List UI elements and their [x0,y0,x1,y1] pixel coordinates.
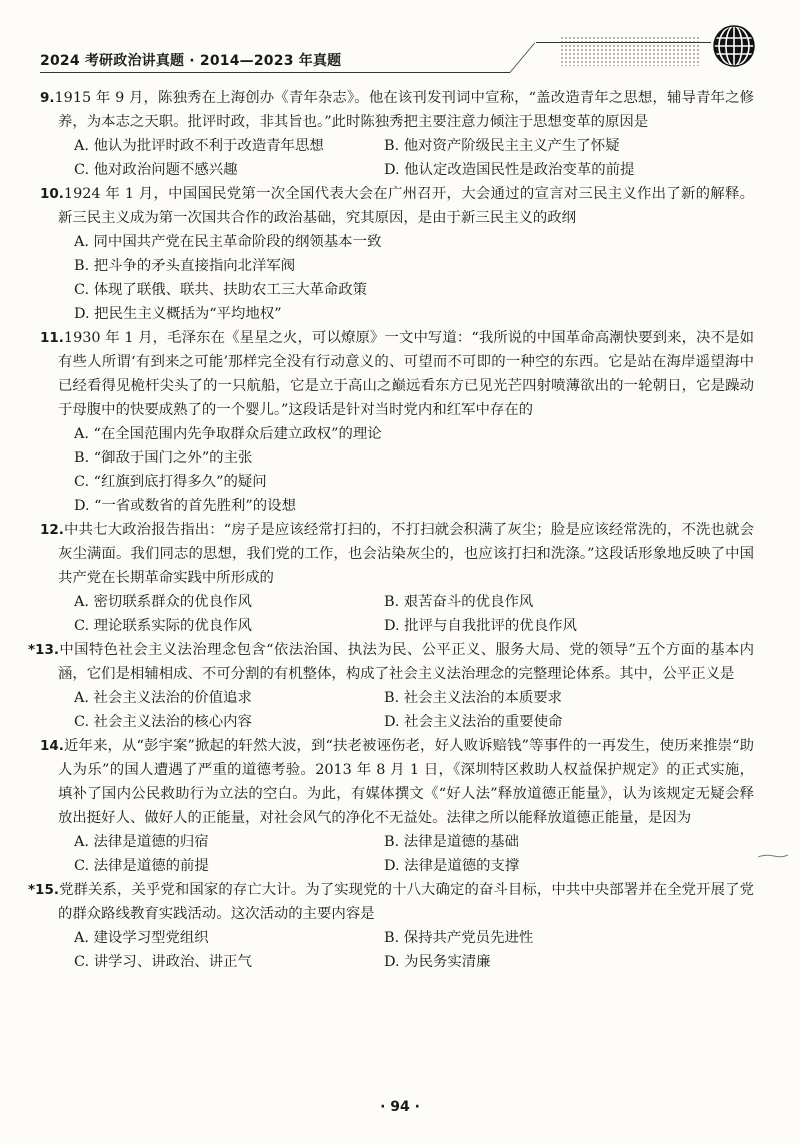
answer-options [40,134,754,182]
question-stem [28,638,754,686]
answer-option[interactable]: A. 建设学习型党组织 [74,930,209,946]
question-stem [40,326,754,422]
answer-option[interactable]: B. 社会主义法治的本质要求 [384,690,563,706]
answer-option[interactable]: B. 艰苦奋斗的优良作风 [384,594,534,610]
question-item [40,518,754,638]
question-number: 11. [40,330,64,346]
question-stem [40,518,754,590]
answer-option[interactable]: C. 他对政治问题不感兴趣 [74,162,238,178]
answer-option[interactable]: D. “一省或数省的首先胜利”的设想 [74,498,296,514]
header-rule [40,72,510,73]
answer-option[interactable]: D. 批评与自我批评的优良作风 [384,618,577,634]
answer-options [40,230,754,326]
answer-option[interactable]: C. 法律是道德的前提 [74,858,209,874]
question-text: 1930 年 1 月，毛泽东在《星星之火，可以燎原》一文中写道：“我所说的中国革命高潮快要到来，决不是如有些人所谓‘有到来之可能’那样完全没有行动意义的、可望而不可即的一种空的东西。它是站在海岸遥望海中已经看得见桅杆尖头了的一只航船，它是立于高山之巅远看东方已见光芒四射喷薄欲出的一轮朝日，它是躁动于母腹中的快要成熟了的一个婴儿。”这段话是针对当时党内和红军中存在的 [58,330,754,418]
header-dot-pattern [560,36,700,66]
answer-option[interactable]: D. 为民务实清廉 [384,954,491,970]
question-item [40,734,754,878]
question-item [40,182,754,326]
question-stem [28,878,754,926]
answer-option[interactable]: B. 法律是道德的基础 [384,834,519,850]
page-header [40,36,760,76]
answer-option[interactable]: C. 体现了联俄、联共、扶助农工三大革命政策 [74,282,368,298]
header-title: 2024 考研政治讲真题 · 2014—2023 年真题 [40,53,342,69]
question-stem [40,734,754,830]
question-number: 12. [40,522,64,538]
question-list [28,86,754,974]
answer-option[interactable]: C. 讲学习、讲政治、讲正气 [74,954,252,970]
question-stem [40,182,754,230]
question-text: 中共七大政治报告指出：“房子是应该经常打扫的，不打扫就会积满了灰尘；脸是应该经常洗的，不洗也就会灰尘满面。我们同志的思想，我们党的工作，也会沾染灰尘的，也应该打扫和洗涤。”这段话形象地反映了中国共产党在长期革命实践中所形成的 [58,522,754,586]
question-text: 1915 年 9 月，陈独秀在上海创办《青年杂志》。他在该刊发刊词中宣称，“盖改造青年之思想，辅导青年之修养，为本志之天职。批评时政，非其旨也。”此时陈独秀把主要注意力倾注于思想变革的原因是 [54,90,754,130]
question-item [28,638,754,734]
answer-option[interactable]: C. “红旗到底打得多久”的疑问 [74,474,267,490]
answer-option[interactable]: C. 理论联系实际的优良作风 [74,618,252,634]
question-item [28,878,754,974]
answer-options [40,686,754,734]
answer-option[interactable]: B. 把斗争的矛头直接指向北洋军阀 [74,258,296,274]
question-number: 14. [40,738,64,754]
margin-pen-mark [758,853,788,859]
question-text: 党群关系，关乎党和国家的存亡大计。为了实现党的十八大确定的奋斗目标，中共中央部署并在全党开展了党的群众路线教育实践活动。这次活动的主要内容是 [58,882,754,922]
question-item [40,86,754,182]
question-number: *13. [28,642,59,658]
answer-options [40,926,754,974]
question-number: 10. [40,186,64,202]
answer-option[interactable]: B. 他对资产阶级民主主义产生了怀疑 [384,138,620,154]
question-number: 9. [40,90,55,106]
page-number: · 94 · [380,1099,420,1115]
question-text: 1924 年 1 月，中国国民党第一次全国代表大会在广州召开，大会通过的宣言对三民主义作出了新的解释。新三民主义成为第一次国共合作的政治基础，究其原因，是由于新三民主义的政纲 [58,186,754,226]
answer-option[interactable]: A. 社会主义法治的价值追求 [74,690,252,706]
answer-option[interactable]: B. 保持共产党员先进性 [384,930,534,946]
answer-options [40,422,754,518]
globe-icon [712,24,756,68]
answer-option[interactable]: D. 他认定改造国民性是政治变革的前提 [384,162,635,178]
answer-options [40,830,754,878]
answer-option[interactable]: A. 同中国共产党在民主革命阶段的纲领基本一致 [74,234,382,250]
answer-option[interactable]: D. 法律是道德的支撑 [384,858,520,874]
answer-options [40,590,754,638]
answer-option[interactable]: B. “御敌于国门之外”的主张 [74,450,253,466]
question-number: *15. [28,882,59,898]
answer-option[interactable]: C. 社会主义法治的核心内容 [74,714,252,730]
question-stem [40,86,754,134]
answer-option[interactable]: D. 社会主义法治的重要使命 [384,714,563,730]
answer-option[interactable]: A. 密切联系群众的优良作风 [74,594,252,610]
question-text: 中国特色社会主义法治理念包含“依法治国、执法为民、公平正义、服务大局、党的领导”五个方面的基本内涵，它们是相辅相成、不可分割的有机整体，构成了社会主义法治理念的完整理论体系。其中，公平正义是 [58,642,754,682]
answer-option[interactable]: A. “在全国范围内先争取群众后建立政权”的理论 [74,426,382,442]
question-item [40,326,754,518]
question-text: 近年来，从“彭宇案”掀起的轩然大波，到“扶老被诬伤老，好人败诉赔钱”等事件的一再发生，使历来推崇“助人为乐”的国人遭遇了严重的道德考验。2013 年 8 月 1 日，《深圳特区救助人权益保护规定》的正式实施，填补了国内公民救助行为立法的空白。为此，有媒体撰文《“好人法”释放道德正能量》，认为该规定无疑会释放出挺好人、做好人的正能量，对社会风气的净化不无益处。法律之所以能释放道德正能量，是因为 [58,738,754,826]
answer-option[interactable]: A. 他认为批评时政不利于改造青年思想 [74,138,324,154]
answer-option[interactable]: A. 法律是道德的归宿 [74,834,209,850]
answer-option[interactable]: D. 把民生主义概括为“平均地权” [74,306,282,322]
